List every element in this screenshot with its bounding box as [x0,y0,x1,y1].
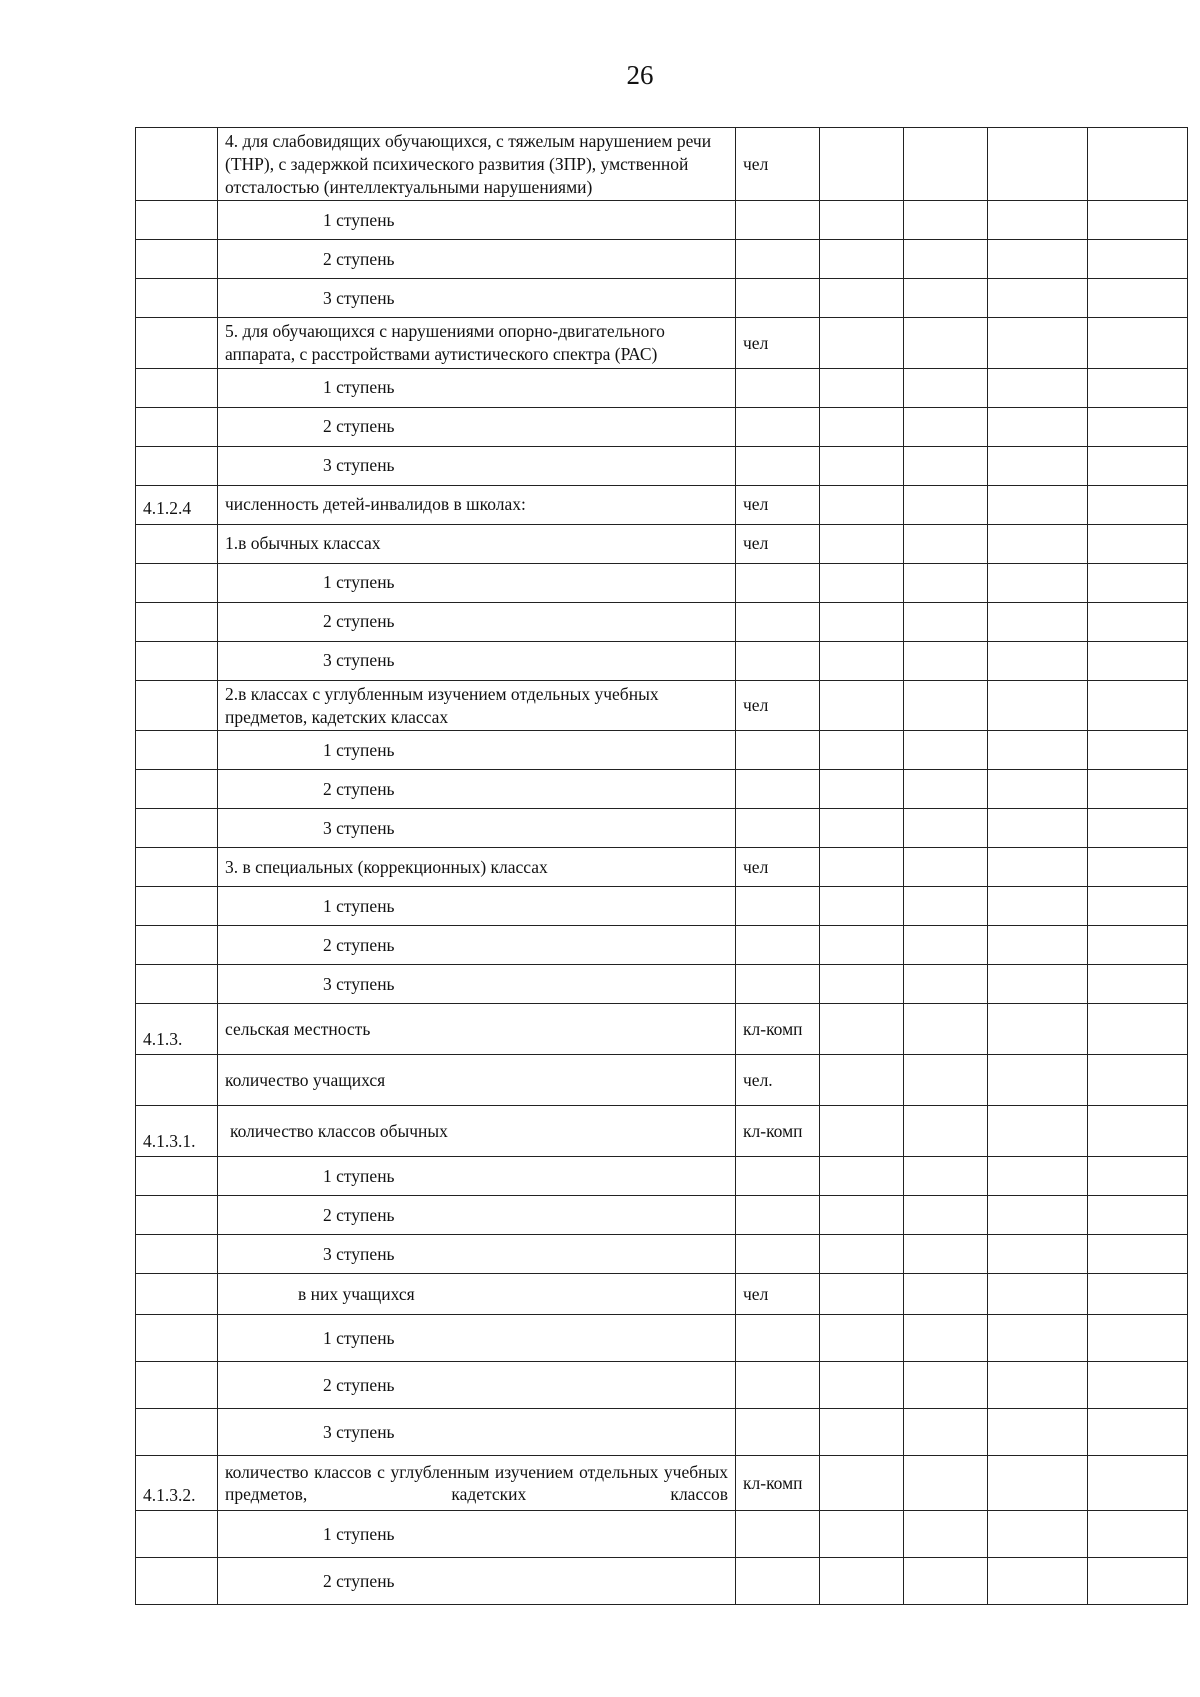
value-cell [1088,1055,1188,1106]
value-cell [904,368,988,407]
value-cell [820,563,904,602]
value-cell [988,240,1088,279]
value-cell [1088,240,1188,279]
value-cell [1088,1157,1188,1196]
row-description: количество классов с углубленным изучением отдельных учебных предметов, кадетских классов [218,1456,736,1511]
value-cell [988,563,1088,602]
row-unit [736,1157,820,1196]
value-cell [904,809,988,848]
row-unit: чел [736,485,820,524]
value-cell [820,680,904,731]
row-code [136,240,218,279]
row-code [136,201,218,240]
value-cell [820,1362,904,1409]
page-number: 26 [626,60,654,90]
value-cell [904,318,988,369]
row-unit [736,240,820,279]
value-cell [820,770,904,809]
row-description: 2 ступень [218,770,736,809]
value-cell [1088,524,1188,563]
row-code [136,1558,218,1605]
value-cell [820,965,904,1004]
row-code [136,926,218,965]
value-cell [1088,279,1188,318]
row-unit [736,1235,820,1274]
statistics-table [135,127,1188,1605]
value-cell [820,407,904,446]
value-cell [820,485,904,524]
row-code [136,641,218,680]
table-row [136,926,1188,965]
row-unit [736,563,820,602]
value-cell [988,926,1088,965]
value-cell [988,1456,1088,1511]
row-code [136,1235,218,1274]
value-cell [904,1055,988,1106]
table-row [136,602,1188,641]
row-unit [736,407,820,446]
row-code [136,731,218,770]
row-unit: чел [736,680,820,731]
row-description: 2 ступень [218,602,736,641]
row-description: 1 ступень [218,887,736,926]
value-cell [820,240,904,279]
row-unit [736,1315,820,1362]
row-description: 3 ступень [218,279,736,318]
row-unit [736,1362,820,1409]
value-cell [988,641,1088,680]
table-row [136,809,1188,848]
value-cell [988,524,1088,563]
row-description: 2 ступень [218,240,736,279]
table-row [136,680,1188,731]
value-cell [904,279,988,318]
value-cell [904,485,988,524]
value-cell [1088,485,1188,524]
value-cell [820,318,904,369]
value-cell [820,848,904,887]
row-description: 2 ступень [218,1558,736,1605]
row-description: в них учащихся [218,1274,736,1315]
row-code: 4.1.3.1. [136,1106,218,1157]
value-cell [904,731,988,770]
row-unit [736,1409,820,1456]
value-cell [1088,1456,1188,1511]
value-cell [988,680,1088,731]
table-row [136,1235,1188,1274]
row-description: 1 ступень [218,731,736,770]
value-cell [988,1315,1088,1362]
value-cell [1088,641,1188,680]
value-cell [988,1196,1088,1235]
table-row [136,1274,1188,1315]
table-row [136,641,1188,680]
table-row [136,201,1188,240]
table-row [136,1362,1188,1409]
value-cell [988,848,1088,887]
value-cell [988,1004,1088,1055]
table-row [136,128,1188,201]
value-cell [988,1235,1088,1274]
row-code [136,1511,218,1558]
row-code [136,887,218,926]
value-cell [988,965,1088,1004]
row-unit [736,887,820,926]
value-cell [904,1196,988,1235]
table-row [136,524,1188,563]
row-code: 4.1.3.2. [136,1456,218,1511]
value-cell [1088,1409,1188,1456]
value-cell [1088,1511,1188,1558]
row-unit: чел. [736,1055,820,1106]
value-cell [904,240,988,279]
value-cell [820,279,904,318]
value-cell [904,563,988,602]
value-cell [988,201,1088,240]
row-description: 3 ступень [218,965,736,1004]
value-cell [1088,965,1188,1004]
table-row [136,318,1188,369]
row-unit [736,279,820,318]
row-code [136,407,218,446]
value-cell [1088,128,1188,201]
row-description: сельская местность [218,1004,736,1055]
row-description: 3 ступень [218,1409,736,1456]
row-description: 1.в обычных классах [218,524,736,563]
value-cell [820,1196,904,1235]
table-row [136,1315,1188,1362]
row-code [136,602,218,641]
value-cell [904,1511,988,1558]
value-cell [904,1362,988,1409]
row-description: 2.в классах с углубленным изучением отдельных учебных предметов, кадетских классах [218,680,736,731]
value-cell [820,809,904,848]
value-cell [904,407,988,446]
row-unit [736,809,820,848]
row-code [136,318,218,369]
value-cell [988,1511,1088,1558]
table-row [136,1456,1188,1511]
table-row [136,965,1188,1004]
value-cell [988,318,1088,369]
row-description: 2 ступень [218,1196,736,1235]
row-description: 1 ступень [218,1315,736,1362]
row-description: 4. для слабовидящих обучающихся, с тяжелым нарушением речи (ТНР), с задержкой психического развития (ЗПР), умственной отсталостью (интеллектуальными нарушениями) [218,128,736,201]
row-code [136,965,218,1004]
row-code [136,1196,218,1235]
row-code [136,1055,218,1106]
value-cell [988,1157,1088,1196]
value-cell [820,446,904,485]
value-cell [904,1409,988,1456]
row-code [136,279,218,318]
value-cell [904,602,988,641]
value-cell [820,1511,904,1558]
row-description: 1 ступень [218,201,736,240]
value-cell [1088,1106,1188,1157]
value-cell [904,201,988,240]
table-row [136,1055,1188,1106]
table-row [136,1004,1188,1055]
value-cell [1088,887,1188,926]
value-cell [904,1157,988,1196]
value-cell [988,1274,1088,1315]
value-cell [988,731,1088,770]
value-cell [1088,848,1188,887]
value-cell [904,524,988,563]
value-cell [988,407,1088,446]
row-code: 4.1.2.4 [136,485,218,524]
value-cell [820,368,904,407]
value-cell [1088,318,1188,369]
row-unit [736,1558,820,1605]
value-cell [820,1456,904,1511]
row-unit [736,602,820,641]
value-cell [820,1558,904,1605]
value-cell [820,1409,904,1456]
value-cell [988,128,1088,201]
value-cell [1088,602,1188,641]
value-cell [820,1004,904,1055]
value-cell [1088,563,1188,602]
value-cell [820,1157,904,1196]
row-code [136,368,218,407]
table-row [136,887,1188,926]
row-code [136,848,218,887]
value-cell [820,1106,904,1157]
value-cell [820,1055,904,1106]
row-description: численность детей-инвалидов в школах: [218,485,736,524]
value-cell [1088,446,1188,485]
value-cell [1088,407,1188,446]
value-cell [1088,368,1188,407]
table-row [136,731,1188,770]
value-cell [988,1409,1088,1456]
table-body [136,128,1188,1605]
row-description: 2 ступень [218,1362,736,1409]
value-cell [1088,770,1188,809]
row-code [136,524,218,563]
value-cell [904,1004,988,1055]
row-unit: чел [736,318,820,369]
table-row [136,1558,1188,1605]
value-cell [1088,1558,1188,1605]
row-code [136,770,218,809]
value-cell [820,524,904,563]
row-unit [736,926,820,965]
table-row [136,1511,1188,1558]
row-unit [736,1196,820,1235]
table-row [136,240,1188,279]
value-cell [904,680,988,731]
row-description: 1 ступень [218,563,736,602]
value-cell [904,926,988,965]
row-code [136,563,218,602]
row-unit [736,770,820,809]
value-cell [904,1456,988,1511]
value-cell [904,1558,988,1605]
value-cell [820,201,904,240]
row-description: 5. для обучающихся с нарушениями опорно-двигательного аппарата, с расстройствами аутистического спектра (РАС) [218,318,736,369]
table-row [136,446,1188,485]
value-cell [988,368,1088,407]
value-cell [820,731,904,770]
row-unit [736,641,820,680]
row-unit [736,731,820,770]
value-cell [904,848,988,887]
row-description: 3 ступень [218,641,736,680]
table-row [136,1157,1188,1196]
row-unit: чел [736,848,820,887]
value-cell [1088,680,1188,731]
value-cell [904,887,988,926]
value-cell [988,446,1088,485]
value-cell [988,809,1088,848]
row-code [136,1315,218,1362]
value-cell [1088,731,1188,770]
row-unit: чел [736,128,820,201]
row-code [136,680,218,731]
row-description: 2 ступень [218,926,736,965]
row-code [136,1362,218,1409]
row-code [136,1409,218,1456]
row-description: 3 ступень [218,446,736,485]
value-cell [988,279,1088,318]
row-code [136,128,218,201]
row-description: 1 ступень [218,1511,736,1558]
value-cell [988,1558,1088,1605]
value-cell [904,1274,988,1315]
row-description: 2 ступень [218,407,736,446]
row-unit [736,201,820,240]
row-code [136,809,218,848]
row-description: количество учащихся [218,1055,736,1106]
row-unit [736,965,820,1004]
table-row [136,368,1188,407]
row-description: количество классов обычных [218,1106,736,1157]
value-cell [820,1315,904,1362]
row-description: 3 ступень [218,809,736,848]
row-description: 1 ступень [218,368,736,407]
table-row [136,563,1188,602]
row-code: 4.1.3. [136,1004,218,1055]
value-cell [988,887,1088,926]
row-unit: чел [736,524,820,563]
value-cell [1088,809,1188,848]
value-cell [988,770,1088,809]
row-unit [736,446,820,485]
value-cell [904,1106,988,1157]
row-unit [736,1511,820,1558]
value-cell [904,446,988,485]
value-cell [1088,1362,1188,1409]
value-cell [988,1055,1088,1106]
row-description: 3 ступень [218,1235,736,1274]
value-cell [904,965,988,1004]
value-cell [988,1106,1088,1157]
value-cell [904,770,988,809]
row-code [136,1274,218,1315]
table-row [136,1409,1188,1456]
table-row [136,848,1188,887]
table-row [136,407,1188,446]
row-description: 3. в специальных (коррекционных) классах [218,848,736,887]
row-unit [736,368,820,407]
value-cell [1088,1196,1188,1235]
value-cell [820,926,904,965]
row-code [136,446,218,485]
value-cell [904,1235,988,1274]
value-cell [820,602,904,641]
row-code [136,1157,218,1196]
value-cell [820,1274,904,1315]
value-cell [1088,201,1188,240]
row-description: 1 ступень [218,1157,736,1196]
table-row [136,1106,1188,1157]
row-unit: кл-комп [736,1106,820,1157]
row-unit: кл-комп [736,1456,820,1511]
value-cell [988,602,1088,641]
value-cell [988,1362,1088,1409]
table-row [136,279,1188,318]
table-row [136,770,1188,809]
value-cell [1088,1004,1188,1055]
value-cell [1088,1235,1188,1274]
value-cell [1088,1274,1188,1315]
value-cell [1088,1315,1188,1362]
value-cell [1088,926,1188,965]
value-cell [820,1235,904,1274]
value-cell [820,641,904,680]
value-cell [904,128,988,201]
value-cell [820,887,904,926]
row-unit: чел [736,1274,820,1315]
value-cell [904,641,988,680]
value-cell [988,485,1088,524]
value-cell [904,1315,988,1362]
row-unit: кл-комп [736,1004,820,1055]
value-cell [820,128,904,201]
table-row [136,485,1188,524]
table-row [136,1196,1188,1235]
